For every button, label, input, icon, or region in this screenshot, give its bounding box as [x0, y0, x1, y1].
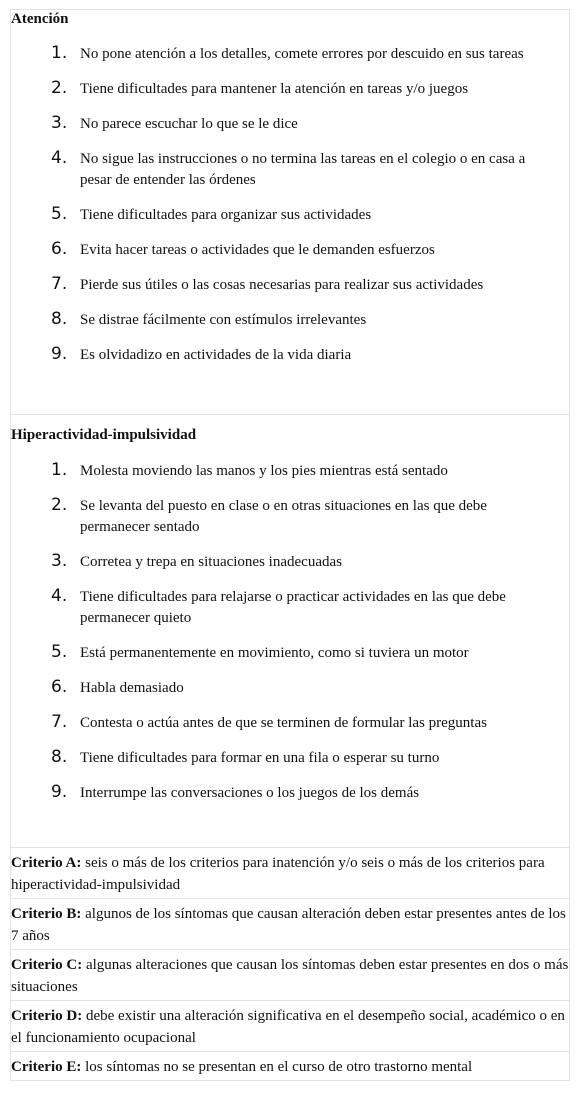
list-item [11, 461, 569, 482]
item-text: Interrumpe las conversaciones o los juegos de los demás [80, 785, 420, 801]
criterion-row [11, 848, 569, 899]
item-text: Tiene dificultades para organizar sus actividades [80, 207, 372, 223]
item-text: Tiene dificultades para mantener la atención en tareas y/o juegos [80, 81, 469, 97]
list-item [11, 310, 569, 331]
item-number: 1. [51, 43, 68, 63]
list-item [11, 783, 569, 804]
item-text: Tiene dificultades para formar en una fila o esperar su turno [80, 750, 440, 766]
item-number: 8. [51, 309, 68, 329]
item-text: Pierde sus útiles o las cosas necesarias para realizar sus actividades [80, 277, 484, 293]
item-text: Tiene dificultades para relajarse o practicar actividades en las que debe permanecer quieto [80, 589, 506, 626]
criteria-list [11, 848, 569, 1080]
item-number: 7. [51, 274, 68, 294]
criterion-row [11, 899, 569, 950]
criterion-row [11, 1001, 569, 1052]
section-title: Hiperactividad-impulsividad [11, 427, 197, 443]
list-item [11, 240, 569, 261]
list-item [11, 149, 569, 191]
list-item [11, 44, 569, 65]
criterion-text: algunos de los síntomas que causan alteración deben estar presentes antes de los 7 años [11, 906, 566, 944]
section-hiperactividad [11, 415, 569, 848]
item-text: Corretea y trepa en situaciones inadecuadas [80, 554, 342, 570]
criterion-label: Criterio C: [11, 957, 83, 973]
item-number: 4. [51, 148, 68, 168]
item-number: 8. [51, 747, 68, 767]
item-number: 3. [51, 551, 68, 571]
item-text: Habla demasiado [80, 680, 184, 696]
criterion-row [11, 950, 569, 1001]
criteria-table [10, 9, 570, 1081]
item-number: 4. [51, 586, 68, 606]
item-number: 9. [51, 344, 68, 364]
section-title: Atención [11, 11, 69, 27]
criterion-text: seis o más de los criterios para inatención y/o seis o más de los criterios para hiperactividad-impulsividad [11, 855, 545, 893]
item-text: No pone atención a los detalles, comete errores por descuido en sus tareas [80, 46, 524, 62]
item-text: Molesta moviendo las manos y los pies mientras está sentado [80, 463, 448, 479]
item-number: 6. [51, 239, 68, 259]
item-text: Se levanta del puesto en clase o en otras situaciones en las que debe permanecer sentado [80, 498, 487, 535]
list-item [11, 748, 569, 769]
criterion-row [11, 1052, 569, 1080]
item-list [11, 461, 569, 818]
criterion-label: Criterio E: [11, 1059, 82, 1075]
criterion-label: Criterio B: [11, 906, 82, 922]
list-item [11, 713, 569, 734]
item-number: 2. [51, 78, 68, 98]
list-item [11, 114, 569, 135]
item-number: 5. [51, 204, 68, 224]
criterion-text: los síntomas no se presentan en el curso de otro trastorno mental [81, 1059, 473, 1075]
criterion-text: debe existir una alteración significativa en el desempeño social, académico o en el funcionamiento ocupacional [11, 1008, 565, 1046]
list-item [11, 643, 569, 664]
item-text: Evita hacer tareas o actividades que le demanden esfuerzos [80, 242, 435, 258]
list-item [11, 552, 569, 573]
criterion-label: Criterio D: [11, 1008, 83, 1024]
item-text: Es olvidadizo en actividades de la vida diaria [80, 347, 352, 363]
criterion-label: Criterio A: [11, 855, 82, 871]
list-item [11, 275, 569, 296]
list-item [11, 496, 569, 538]
item-number: 5. [51, 642, 68, 662]
list-item [11, 678, 569, 699]
item-number: 1. [51, 460, 68, 480]
list-item [11, 79, 569, 100]
item-text: Se distrae fácilmente con estímulos irrelevantes [80, 312, 367, 328]
item-number: 6. [51, 677, 68, 697]
list-item [11, 345, 569, 366]
item-number: 3. [51, 113, 68, 133]
item-text: No sigue las instrucciones o no termina las tareas en el colegio o en casa a pesar de entender las órdenes [80, 151, 526, 188]
item-text: No parece escuchar lo que se le dice [80, 116, 298, 132]
item-number: 7. [51, 712, 68, 732]
list-item [11, 205, 569, 226]
item-text: Está permanentemente en movimiento, como si tuviera un motor [80, 645, 469, 661]
list-item [11, 587, 569, 629]
item-number: 2. [51, 495, 68, 515]
criterion-text: algunas alteraciones que causan los síntomas deben estar presentes en dos o más situaciones [11, 957, 569, 995]
item-number: 9. [51, 782, 68, 802]
item-list [11, 44, 569, 380]
section-atencion [11, 10, 569, 415]
item-text: Contesta o actúa antes de que se terminen de formular las preguntas [80, 715, 487, 731]
